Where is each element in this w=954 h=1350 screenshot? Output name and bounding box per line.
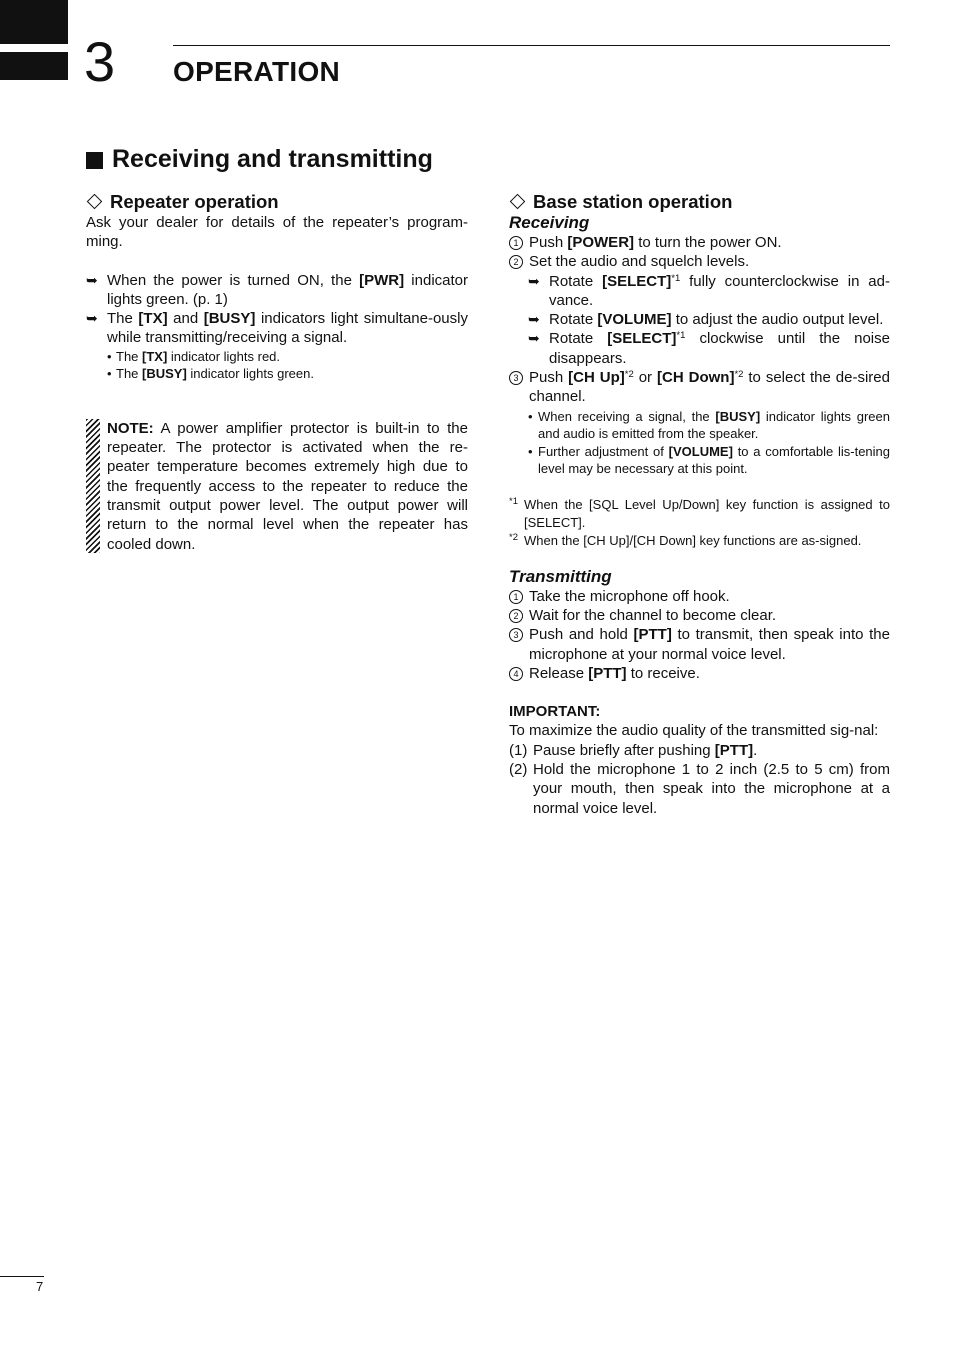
chapter-title: OPERATION [173,56,341,87]
text-fragment: When the power is turned ON, the [107,271,360,289]
text-fragment: The [107,310,139,328]
text-fragment: Push [529,234,568,251]
circled-number: 3 [509,371,523,385]
key-label: [TX] [142,348,168,364]
base-heading-text: Base station operation [533,191,733,212]
circled-number: 4 [509,667,523,681]
text-fragment: . [753,741,758,759]
receiving-bullets [509,408,890,478]
key-label: [VOLUME] [668,443,733,459]
list-item [509,443,890,478]
circled-number: 1 [509,236,523,250]
list-item [107,348,468,366]
section-title [86,145,433,174]
section-title-text: Receiving and transmitting [112,145,433,173]
repeater-item-pwr [86,271,468,310]
text-fragment: Further adjustment of [538,443,669,459]
text-fragment: indicators light simultane-ously while transmitting/receiving a signal. [107,310,468,347]
footnote-mark: *2 [509,531,518,543]
important-label: IMPORTANT: [509,703,601,721]
text-fragment: to turn the power ON. [634,234,782,251]
text-fragment: Push and hold [529,626,634,644]
transmitting-step-4 [509,664,890,683]
receiving-step-1 [509,233,890,252]
list-item [528,329,890,368]
note-box [86,419,468,554]
chapter-tab-block [0,0,68,44]
arrow-icon: ➥ [86,310,98,327]
key-label: [BUSY] [203,310,256,328]
text-fragment: to select the de-sired channel. [529,369,890,406]
arrow-icon: ➥ [528,311,540,328]
bullet-icon: • [528,408,533,424]
footnote-ref: *2 [624,369,634,381]
key-label: [BUSY] [142,366,187,382]
transmitting-step-2 [509,606,890,625]
item-number: (2) [509,761,528,779]
receiving-step-2 [509,252,890,271]
footnote-mark: *1 [509,495,518,507]
footnote-ref: *1 [676,330,686,342]
text-fragment: indicator lights green. [186,366,314,382]
square-bullet-icon [86,152,103,169]
footnote-1 [509,496,890,532]
page-number: 7 [36,1279,44,1294]
key-label: [SELECT] [602,272,672,290]
text-fragment: Rotate [549,272,603,290]
text-fragment: to a comfortable lis-tening level may be necessary at this point. [538,443,891,477]
hatch-bar-icon [86,419,100,553]
arrow-icon: ➥ [528,330,540,347]
text-fragment: Push [529,369,569,387]
list-item [509,408,890,443]
list-item [528,272,890,311]
text-fragment: indicator lights green. (p. 1) [107,271,468,308]
text-fragment: Release [529,664,589,682]
receiving-heading: Receiving [509,213,590,232]
text-fragment: Rotate [549,311,598,329]
text-fragment: or [633,369,657,387]
key-label: [VOLUME] [597,311,672,329]
circled-number: 2 [509,255,523,269]
step-text: Wait for the channel to become clear. [529,606,777,624]
bullet-icon: • [107,348,112,364]
text-fragment: clockwise until the noise disappears. [549,330,890,367]
text-fragment: to adjust the audio output level. [671,311,884,329]
item-number: (1) [509,741,528,759]
circled-number: 2 [509,609,523,623]
text-fragment: Pause briefly after pushing [533,741,715,759]
key-label: [PTT] [588,664,627,682]
text-fragment: indicator lights red. [167,348,281,364]
receiving-substeps [509,272,890,368]
chapter-tab-marker [0,52,68,80]
key-label: [PTT] [633,626,672,644]
text-fragment: to receive. [626,664,700,682]
right-column [509,190,890,818]
key-label: [PWR] [359,271,405,289]
important-item-2 [509,760,890,818]
key-label: [BUSY] [715,408,761,424]
diamond-icon [87,194,103,210]
footnote-ref: *1 [671,272,681,284]
receiving-step-3 [509,368,890,407]
transmitting-step-1 [509,587,890,606]
transmitting-step-3 [509,625,890,664]
chapter-number: 3 [84,30,116,93]
header-rule [173,45,890,46]
key-label: [PTT] [714,741,754,759]
text-fragment: to transmit, then speak into the microphone at your normal voice level. [529,626,890,663]
circled-number: 3 [509,628,523,642]
key-label: [CH Up] [568,369,625,387]
text-fragment: When receiving a signal, the [538,408,716,424]
key-label: [CH Down] [657,369,735,387]
bullet-icon: • [528,443,533,459]
step-text: Take the microphone off hook. [529,587,730,605]
note-body: A power amplifier protector is built-in to the repeater. The protector is activated when the re-peater temperature becomes extremely high due to the frequently access to the repeater to reduce the transmit output power level. The output power will return to the normal level when the repeater has cooled down. [107,419,468,553]
text-fragment: Rotate [549,330,608,348]
circled-number: 1 [509,590,523,604]
text-fragment: and [167,310,204,328]
repeater-heading [86,190,468,213]
note-label: NOTE: [107,419,154,437]
text-fragment: indicator lights green and audio is emitted from the speaker. [538,408,890,442]
repeater-item-tx-busy [86,309,468,348]
key-label: [TX] [138,310,168,328]
repeater-intro: Ask your dealer for details of the repeater’s program-ming. [86,214,468,251]
list-item [528,310,890,329]
key-label: [POWER] [567,234,635,251]
footnote-text: When the [SQL Level Up/Down] key function is assigned to [SELECT]. [524,496,890,530]
page-number-rule [0,1276,44,1277]
item-text: Hold the microphone 1 to 2 inch (2.5 to 5 cm) from your mouth, then speak into the microphone at a normal voice level. [533,761,890,817]
footnote-2 [509,532,890,550]
key-label: [SELECT] [607,330,677,348]
base-heading [509,190,890,213]
important-intro: To maximize the audio quality of the transmitted sig-nal: [509,722,879,740]
left-column [86,190,468,554]
footnote-ref: *2 [734,369,744,381]
repeater-bullets [86,348,468,383]
arrow-icon: ➥ [528,272,540,289]
note-text [107,419,468,554]
text-fragment: fully counterclockwise in ad-vance. [549,272,890,309]
list-item [107,365,468,383]
diamond-icon [510,194,526,210]
arrow-icon: ➥ [86,271,98,288]
text-fragment: The [116,348,143,364]
text-fragment: The [116,366,143,382]
transmitting-heading: Transmitting [509,566,612,586]
footnote-text: When the [CH Up]/[CH Down] key functions are as-signed. [524,532,862,548]
step-text: Set the audio and squelch levels. [529,253,750,271]
important-item-1 [509,741,890,760]
bullet-icon: • [107,366,112,382]
repeater-heading-text: Repeater operation [110,191,279,212]
